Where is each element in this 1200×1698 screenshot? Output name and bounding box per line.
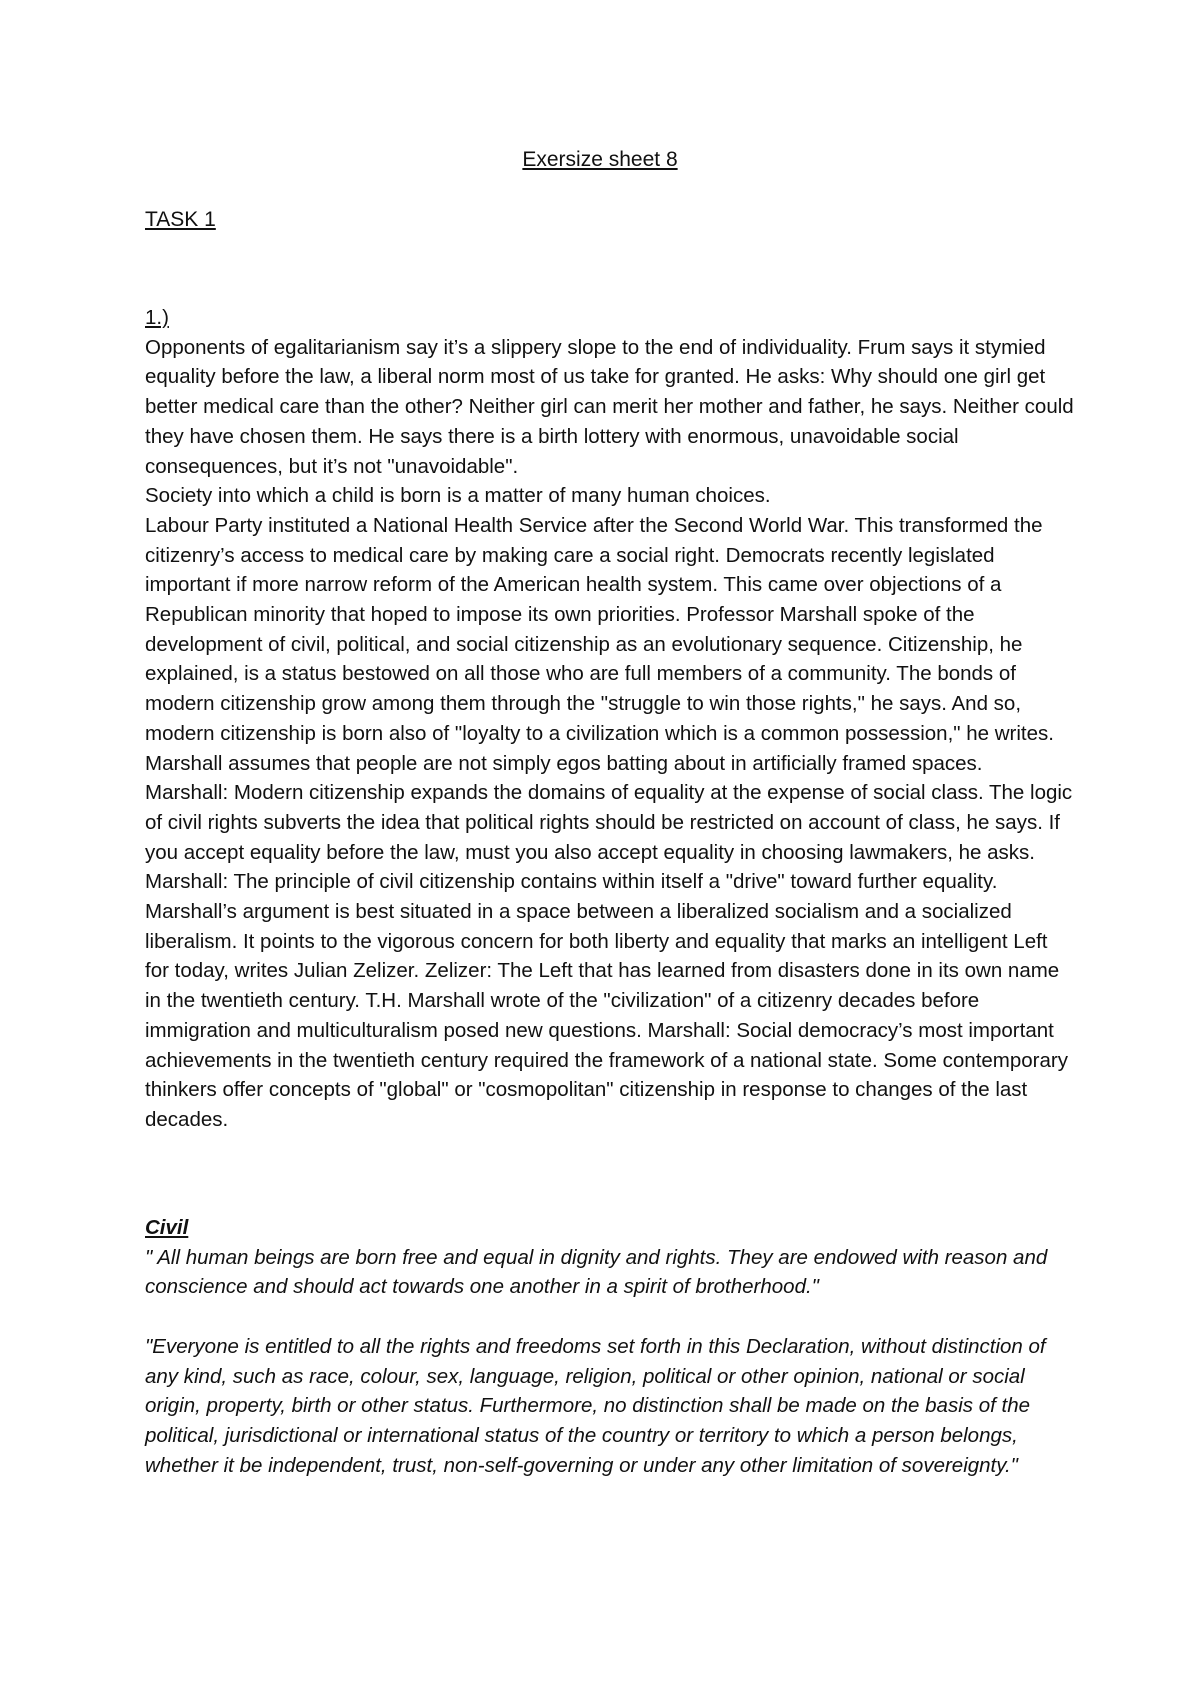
document-title: Exersize sheet 8: [522, 148, 678, 171]
quote-2: "Everyone is entitled to all the rights and freedoms set forth in this Declaration, without distinction of any kind, such as race, colour, sex, language, religion, political or other opinion, national or social origin, property, birth or other status. Furthermore, no distinction shall be made on the basis of the political, jurisdictional or international status of the country or territory to which a person belongs, whether it be independent, trust, non-self-governing or under any other limitation of sovereignty.": [145, 1335, 1046, 1477]
quote-2-section: [145, 1332, 1075, 1481]
section-number: 1.): [145, 306, 169, 329]
task-heading: TASK 1: [145, 208, 216, 231]
task-1-body: [145, 303, 1075, 1135]
paragraph-4: Marshall: Modern citizenship expands the domains of equality at the expense of social class. The logic of civil rights subverts the idea that political rights should be restricted on account of class, he says. If you accept equality before the law, must you also accept equality in choosing lawmakers, he asks. Marshall: The principle of civil citizenship contains within itself a "drive" toward further equality. Marshall’s argument is best situated in a space between a liberalized socialism and a socialized liberalism. It points to the vigorous concern for both liberty and equality that marks an intelligent Left for today, writes Julian Zelizer. Zelizer: The Left that has learned from disasters done in its own name in the twentieth century. T.H. Marshall wrote of the "civilization" of a citizenry decades before immigration and multiculturalism posed new questions. Marshall: Social democracy’s most important achievements in the twentieth century required the framework of a national state. Some contemporary thinkers offer concepts of "global" or "cosmopolitan" citizenship in response to changes of the last decades.: [145, 781, 1073, 1131]
paragraph-2: Society into which a child is born is a matter of many human choices.: [145, 484, 771, 508]
quote-1: " All human beings are born free and equal in dignity and rights. They are endowed with reason and conscience and should act towards one another in a spirit of brotherhood.": [145, 1245, 1048, 1299]
paragraph-3: Labour Party instituted a National Health Service after the Second World War. This transformed the citizenry’s access to medical care by making care a social right. Democrats recently legislated important if more narrow reform of the American health system. This came over objections of a Republican minority that hoped to impose its own priorities. Professor Marshall spoke of the development of civil, political, and social citizenship as an evolutionary sequence. Citizenship, he explained, is a status bestowed on all those who are full members of a community. The bonds of modern citizenship grow among them through the "struggle to win those rights," he says. And so, modern citizenship is born also of "loyalty to a civilization which is a common possession," he writes. Marshall assumes that people are not simply egos batting about in artificially framed spaces.: [145, 513, 1054, 775]
paragraph-1: Opponents of egalitarianism say it’s a slippery slope to the end of individuality. Frum says it stymied equality before the law, a liberal norm most of us take for granted. He asks: Why should one girl get better medical care than the other? Neither girl can merit her mother and father, he says. Neither could they have chosen them. He says there is a birth lottery with enormous, unavoidable social consequences, but it’s not "unavoidable".: [145, 335, 1074, 478]
civil-heading: Civil: [145, 1216, 189, 1239]
civil-section: [145, 1213, 1075, 1302]
